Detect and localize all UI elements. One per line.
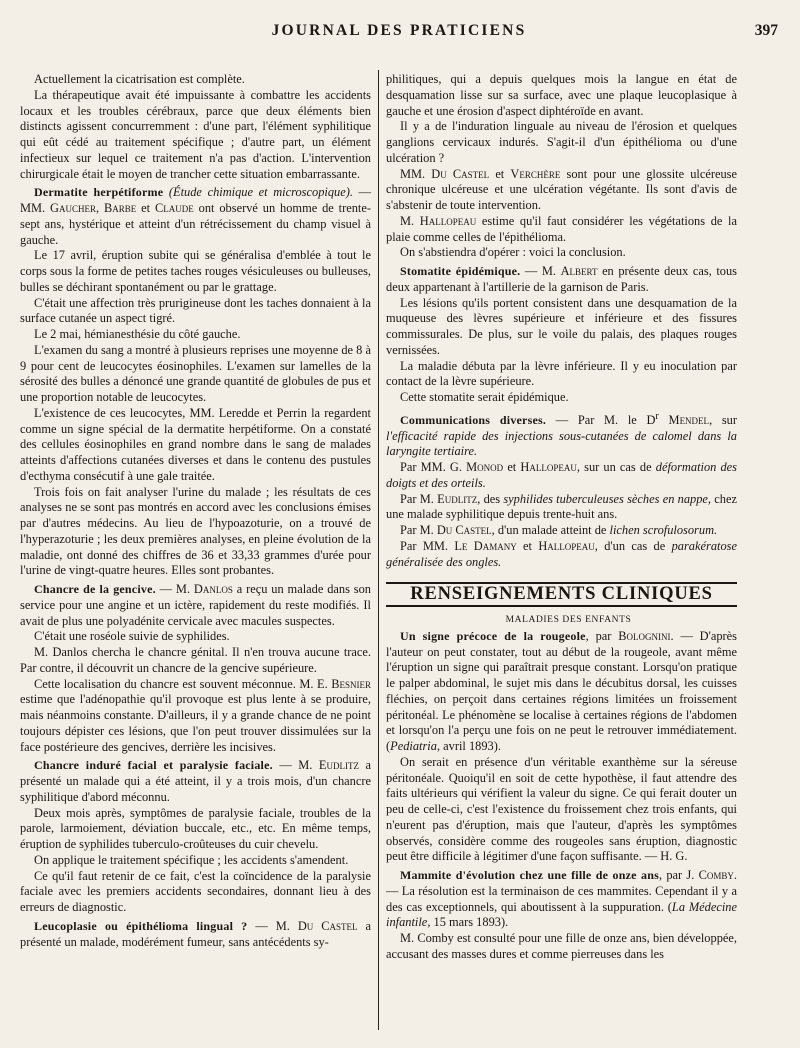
author-name: Du Castel xyxy=(297,918,358,933)
paragraph: L'existence de ces leucocytes, MM. Leredde et Perrin la regardent comme un signe spécial de la dermatite herpétiforme. On a constaté des cellules éosinophiles en grand nombre dans le sang de malades atteints d'affections cutanées diverses et dans le contenu des pustules d'ecthyma consécutif à une gale traitée. xyxy=(20,405,371,483)
right-column xyxy=(386,72,737,963)
running-header xyxy=(20,22,778,44)
entry-leucoplasie: Leucoplasie ou épithélioma lingual ? — M. Du Castel a présenté un malade, modérément fumeur, sans antécédents sy- xyxy=(20,918,372,949)
author-name: Du Castel xyxy=(436,523,492,538)
paragraph: Les lésions qu'ils portent consistent dans une desquamation de la muqueuse des lèvres supérieure et inférieure et des fissures commissurales. De plus, sur le voile du palais, des plaques rouges vernissées. xyxy=(386,295,737,357)
subsection-title: MALADIES DES ENFANTS xyxy=(505,615,632,626)
author-name: Mendel xyxy=(668,412,710,427)
paragraph: Le 2 mai, hémianesthésie du côté gauche. xyxy=(34,327,241,341)
paragraph: Ce qu'il faut retenir de ce fait, c'est la coïncidence de la paralysie faciale avec les premiers accidents secondaires, donnant lieu à des erreurs de diagnostic. xyxy=(20,868,371,914)
paragraph: L'examen du sang a montré à plusieurs reprises une moyenne de 8 à 9 pour cent de leucocytes éosinophiles. L'examen sur lamelles de la sérosité des bulles a dénoncé une grande quantité de globules de pus et une proportion notable de leucocytes. xyxy=(20,342,371,404)
author-name: Hallopeau xyxy=(419,213,477,228)
left-column xyxy=(20,72,371,950)
author-name: Bolognini xyxy=(618,628,671,643)
entry-mammite: Mammite d'évolution chez une fille de onze ans, par J. Comby. — La résolution est la terminaison de ces mammites. Cependant il y a des cas exceptionnels, qui aboutissent à la suppuration. (La Médecine infantile, 15 mars 1893). xyxy=(386,868,737,930)
column-divider xyxy=(378,70,379,1030)
paragraph: Deux mois après, symptômes de paralysie faciale, troubles de la parole, larmoiement, déviation buccale, etc., etc. En même temps, éruption de syphilides tuberculo-croûteuses du cuir chevelu. xyxy=(20,805,371,851)
source-journal: Pediatria xyxy=(390,739,437,754)
paragraph: On applique le traitement spécifique ; les accidents s'amendent. xyxy=(34,852,349,867)
paragraph: MM. Du Castel et Verchère sont pour une glossite ulcéreuse chronique ulcéreuse et une ulcération végétante. Ils sont d'avis de s'abstenir de toute intervention. xyxy=(386,166,738,212)
entry-dermatite: Dermatite herpétiforme (Étude chimique et microscopique). — MM. Gaucher, Barbe et Claude ont observé un homme de trente-sept ans, hystérique et atteint d'un rétrécissement du champ visuel à gauche. xyxy=(20,185,371,247)
author-name: Hallopeau xyxy=(538,538,595,553)
paragraph: philitiques, qui a depuis quelques mois la langue en état de desquamation lisse sur sa surface, avec une plaque leucoplasique à gauche et une érosion d'aspect diphtéroïde en avant. xyxy=(386,72,737,118)
source-journal: La Médecine infantile xyxy=(386,899,737,930)
paragraph: M. Danlos chercha le chancre génital. Il n'en trouva aucune trace. Par contre, il découvrit un chancre de la gencive supérieure. xyxy=(20,645,371,675)
entry-heading: Leucoplasie ou épithélioma lingual ? xyxy=(34,918,248,933)
entry-heading: Stomatite épidémique. xyxy=(400,264,521,278)
paragraph: La thérapeutique avait été impuissante à combattre les accidents locaux et les troubles cérébraux, parce que deux éléments bien distincts agissent concurremment : d'une part, l'élément syphilitique qui eût cédé au traitement spécifique ; d'autre part, un élément infectieux sur lequel ce traitement n'a pas d'action. L'intervention chirurgicale était le moyen de trancher cette situation embarrassante. xyxy=(20,87,371,181)
author-name: Eudlitz xyxy=(437,491,478,506)
entry-heading: Mammite d'évolution chez une fille de onze ans xyxy=(400,868,659,883)
author-name: Eudlitz xyxy=(318,758,359,773)
entry-heading: Un signe précoce de la rougeole xyxy=(400,628,586,643)
paragraph: Actuellement la cicatrisation est complète. xyxy=(34,72,245,86)
author-name: Claude xyxy=(154,201,194,215)
entry-heading: Dermatite herpétiforme xyxy=(34,185,164,200)
author-name: Comby xyxy=(698,868,734,883)
paragraph: M. Comby est consulté pour une fille de onze ans, bien développée, accusant des masses dures et comme pierreuses dans les xyxy=(386,931,737,961)
paragraph: Par MM. Le Damany et Hallopeau, d'un cas de parakératose généralisée des ongles. xyxy=(386,538,737,569)
section-title: RENSEIGNEMENTS CLINIQUES xyxy=(386,582,737,607)
entry-communications: Communications diverses. — Par M. le $D^r$ Mendel, sur l'efficacité rapide des injections sous-cutanées de calomel dans la laryngite tertiaire. xyxy=(386,410,737,459)
author-name: Barbe xyxy=(103,201,137,215)
paragraph: Par M. Du Castel, d'un malade atteint de lichen scrofulosorum. xyxy=(400,523,718,538)
author-name: Monod xyxy=(466,460,504,475)
paragraph: Cette stomatite serait épidémique. xyxy=(400,390,569,404)
paragraph: Par MM. G. Monod et Hallopeau, sur un cas de déformation des doigts et des orteils. xyxy=(386,460,737,490)
author-name: Leredde xyxy=(218,405,260,420)
author-name: Le Damany xyxy=(454,538,517,553)
author-name: Du Castel xyxy=(431,166,490,181)
paragraph: On serait en présence d'un véritable exanthème sur la séreuse péritonéale. Quoiqu'il en soit de cette hypothèse, il faut attendre des faits ultérieurs qui vérifient la valeur du signe. Ce qui ferait douter un peu de celle-ci, c'est l'existence du froissement chez trois enfants, qui n'eurent pas d'éruption, mais que l'auteur, d'après les symptômes observés, considère comme des rougeoles sans éruption, diagnostic peut être difficile à légitimer d'une façon suffisante. — H. G. xyxy=(386,754,737,864)
entry-stomatite: Stomatite épidémique. — M. Albert en présente deux cas, tous deux appartenant à l'artillerie de la garnison de Paris. xyxy=(386,264,737,294)
entry-chancre-facial: Chancre induré facial et paralysie faciale. — M. Eudlitz a présenté un malade qui a été atteint, il y a trois mois, d'un chancre syphilitique d'abord méconnu. xyxy=(20,758,371,804)
paragraph: La maladie débuta par la lèvre inférieure. Il y eu inoculation par contact de la lèvre supérieure. xyxy=(386,358,737,389)
paragraph: C'était une affection très prurigineuse dont les taches donnaient à la surface cutanée un aspect tigré. xyxy=(20,295,371,326)
entry-heading: Communications diverses. xyxy=(400,412,547,427)
page-number: 397 xyxy=(754,22,778,39)
paragraph: Cette localisation du chancre est souvent méconnue. M. E. Besnier estime que l'adénopathie qu'il provoque est plus lente à se produire, mais néanmoins constante. D'ailleurs, il y a grande chance de ne point toujours dépister ces lésions, que l'on peut trouver dissimulées sur la face postérieure des gencives, derrière les incisives. xyxy=(20,676,371,754)
paragraph: Trois fois on fait analyser l'urine du malade ; les résultats de ces analyses ne se sont pas montrés en accord avec les conclusions émises par d'autres médecins. Au lieu de l'hypoazoturie, on a trouvé de l'hyperazoturie ; les deux premières analyses, en pleine évolution de la maladie, ont donné des chiffres de 36 et 33,33 grammes d'urée pour l'urine de vingt-quatre heures. Elles sont probantes. xyxy=(20,484,371,578)
author-name: Verchère xyxy=(510,166,561,181)
author-name: Perrin xyxy=(276,405,307,420)
entry-heading: Chancre induré facial et paralysie faciale. xyxy=(34,758,273,773)
journal-title: JOURNAL DES PRATICIENS xyxy=(271,22,527,39)
paragraph: Il y a de l'induration linguale au niveau de l'érosion et quelques ganglions cervicaux indurés. S'agit-il d'un épithélioma ou d'une ulcération ? xyxy=(386,119,737,165)
paragraph: Par M. Eudlitz, des syphilides tuberculeuses sèches en nappe, chez une malade syphilitique depuis trente-huit ans. xyxy=(386,491,737,522)
author-name: Danlos xyxy=(193,582,233,596)
author-name: Albert xyxy=(560,264,598,278)
entry-heading-subtitle: (Étude chimique et microscopique). xyxy=(168,185,353,200)
entry-rougeole: Un signe précoce de la rougeole, par Bolognini. — D'après l'auteur on peut constater, tout au début de la rougeole, avant même l'éruption un signe qui paraîtrait presque constant. Lorsqu'on pratique le palper abdominal, le sujet mis dans le décubitus dorsal, les cuisses fléchies, on perçoit dans certaines régions limitées un froissement péritonéal. Le phénomène se localise à certaines régions de l'abdomen et lorsqu'on l'a perçu une fois on ne peut le retrouver immédiatement. (Pediatria, avril 1893). xyxy=(386,628,737,754)
paragraph: M. Hallopeau estime qu'il faut considérer les végétations de la plaie comme celles de l'épithélioma. xyxy=(386,213,737,244)
paragraph: Le 17 avril, éruption subite qui se généralisa d'emblée à tout le corps sous la forme de petites taches rouges vésiculeuses ou bulleuses, bulles se déchirant spontanément ou par le grattage. xyxy=(20,248,371,294)
paragraph: C'était une roséole suivie de syphilides. xyxy=(34,629,230,644)
author-name: Hallopeau xyxy=(520,460,577,475)
author-name: Gaucher xyxy=(50,201,96,215)
entry-heading: Chancre de la gencive. xyxy=(34,582,156,596)
paragraph: On s'abstiendra d'opérer : voici la conclusion. xyxy=(400,245,626,260)
author-name: Besnier xyxy=(331,676,371,691)
entry-chancre-gencive: Chancre de la gencive. — M. Danlos a reçu un malade dans son service pour une angine et un ictère, rapidement du reste modifiés. Il avait de plus une polyadénite cervicale avec macules suspectes. xyxy=(20,582,371,628)
